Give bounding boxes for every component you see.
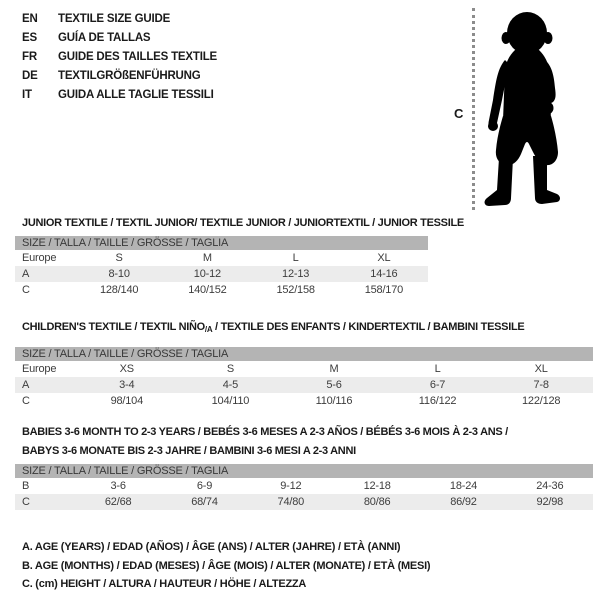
age-value: 6-7 bbox=[429, 379, 446, 391]
height-value: 74/80 bbox=[277, 496, 305, 508]
children-heading-post: / TEXTILE DES ENFANTS / KINDERTEXTIL / BAMBINI TESSILE bbox=[212, 321, 525, 333]
age-value: 9-12 bbox=[280, 480, 302, 492]
height-value: 104/110 bbox=[211, 395, 250, 407]
language-list bbox=[22, 10, 217, 105]
age-value: 8-10 bbox=[108, 268, 130, 280]
age-value: 24-36 bbox=[536, 480, 564, 492]
children-heading-pre: CHILDREN'S TEXTILE / TEXTIL NIÑO bbox=[22, 321, 205, 333]
language-code: DE bbox=[22, 70, 38, 82]
language-code: IT bbox=[22, 89, 32, 101]
baby-silhouette-icon bbox=[483, 8, 571, 212]
size-value: S bbox=[226, 363, 234, 375]
language-row bbox=[22, 29, 217, 48]
age-value: 14-16 bbox=[370, 268, 398, 280]
language-row bbox=[22, 67, 217, 86]
size-value: L bbox=[292, 252, 299, 264]
row-label: B bbox=[22, 480, 30, 492]
size-header-row: SIZE / TALLA / TAILLE / GRÖSSE / TAGLIA bbox=[15, 347, 593, 361]
height-value: 98/104 bbox=[110, 395, 144, 407]
table-row-europe bbox=[15, 361, 593, 377]
size-value: M bbox=[329, 363, 339, 375]
language-title: GUIDE DES TAILLES TEXTILE bbox=[58, 51, 217, 63]
size-value: XS bbox=[119, 363, 134, 375]
height-value: 110/116 bbox=[315, 395, 353, 407]
language-title: GUIDA ALLE TAGLIE TESSILI bbox=[58, 89, 214, 101]
language-title: TEXTILE SIZE GUIDE bbox=[58, 13, 171, 25]
size-header-row: SIZE / TALLA / TAILLE / GRÖSSE / TAGLIA bbox=[15, 464, 593, 478]
size-value: S bbox=[115, 252, 123, 264]
language-row bbox=[22, 86, 217, 105]
table-row-height bbox=[15, 494, 593, 510]
children-size-table bbox=[15, 347, 593, 409]
table-row-height bbox=[15, 393, 593, 409]
height-value: 62/68 bbox=[104, 496, 132, 508]
table-row-age bbox=[15, 377, 593, 393]
age-value: 10-12 bbox=[193, 268, 221, 280]
row-label: C bbox=[22, 496, 30, 508]
age-value: 18-24 bbox=[449, 480, 478, 492]
size-value: XL bbox=[534, 363, 548, 375]
height-value: 86/92 bbox=[450, 496, 477, 508]
table-row-age bbox=[15, 266, 428, 282]
size-header-row: SIZE / TALLA / TAILLE / GRÖSSE / TAGLIA bbox=[15, 236, 428, 250]
language-title: GUÍA DE TALLAS bbox=[58, 32, 151, 44]
legend-line-b: B. AGE (MONTHS) / EDAD (MESES) / ÂGE (MOIS) / ALTER (MONATE) / ETÀ (MESI) bbox=[22, 559, 431, 572]
language-title: TEXTILGRÖßENFÜHRUNG bbox=[58, 70, 201, 82]
language-code: ES bbox=[22, 32, 37, 44]
height-value: 140/152 bbox=[188, 284, 227, 296]
row-label: A bbox=[22, 379, 30, 391]
table-row-height bbox=[15, 282, 428, 298]
height-value: 68/74 bbox=[191, 496, 218, 508]
row-label: C bbox=[22, 284, 30, 296]
legend-line-a: A. AGE (YEARS) / EDAD (AÑOS) / ÂGE (ANS) / ALTER (JAHRE) / ETÀ (ANNI) bbox=[22, 541, 401, 553]
height-value: 152/158 bbox=[276, 284, 315, 296]
height-value: 122/128 bbox=[521, 395, 561, 407]
height-value: 158/170 bbox=[364, 284, 404, 296]
row-label: A bbox=[22, 268, 30, 280]
language-code: EN bbox=[22, 13, 38, 25]
height-value: 92/98 bbox=[536, 496, 564, 508]
table-row-europe bbox=[15, 250, 428, 266]
row-label: C bbox=[22, 395, 30, 407]
children-heading-subscript: /A bbox=[204, 325, 213, 334]
age-value: 6-9 bbox=[196, 480, 213, 492]
babies-section-heading bbox=[22, 423, 508, 461]
age-value: 3-4 bbox=[119, 379, 135, 391]
babies-heading-line2: BABYS 3-6 MONATE BIS 2-3 JAHRE / BAMBINI 3-6 MESI A 2-3 ANNI bbox=[22, 445, 356, 457]
age-value: 5-6 bbox=[326, 379, 342, 391]
babies-heading-line1: BABIES 3-6 MONTH TO 2-3 YEARS / BEBÉS 3-6 MESES A 2-3 AÑOS / BÉBÉS 3-6 MOIS À 2-3 ANS / bbox=[22, 426, 508, 438]
junior-size-table bbox=[15, 236, 428, 298]
age-value: 7-8 bbox=[533, 379, 549, 391]
age-value: 3-6 bbox=[110, 480, 126, 492]
measurement-legend bbox=[22, 538, 430, 594]
size-value: XL bbox=[377, 252, 391, 264]
children-section-heading bbox=[22, 321, 524, 334]
row-label: Europe bbox=[22, 252, 57, 264]
babies-size-table bbox=[15, 464, 593, 510]
height-value: 128/140 bbox=[99, 284, 139, 296]
table-row-age-months bbox=[15, 478, 593, 494]
height-measure-dotted-line bbox=[472, 8, 475, 210]
language-code: FR bbox=[22, 51, 37, 63]
junior-section-heading: JUNIOR TEXTILE / TEXTIL JUNIOR/ TEXTILE JUNIOR / JUNIORTEXTIL / JUNIOR TESSILE bbox=[22, 217, 464, 229]
row-label: Europe bbox=[22, 363, 57, 375]
language-row bbox=[22, 48, 217, 67]
language-row bbox=[22, 10, 217, 29]
size-value: L bbox=[434, 363, 441, 375]
height-value: 116/122 bbox=[418, 395, 457, 407]
height-label-c: C bbox=[454, 106, 464, 121]
size-value: M bbox=[202, 252, 212, 264]
height-value: 80/86 bbox=[363, 496, 391, 508]
legend-line-c: C. (cm) HEIGHT / ALTURA / HAUTEUR / HÖHE / ALTEZZA bbox=[22, 578, 307, 590]
age-value: 4-5 bbox=[222, 379, 239, 391]
age-value: 12-18 bbox=[363, 480, 391, 492]
age-value: 12-13 bbox=[282, 268, 310, 280]
